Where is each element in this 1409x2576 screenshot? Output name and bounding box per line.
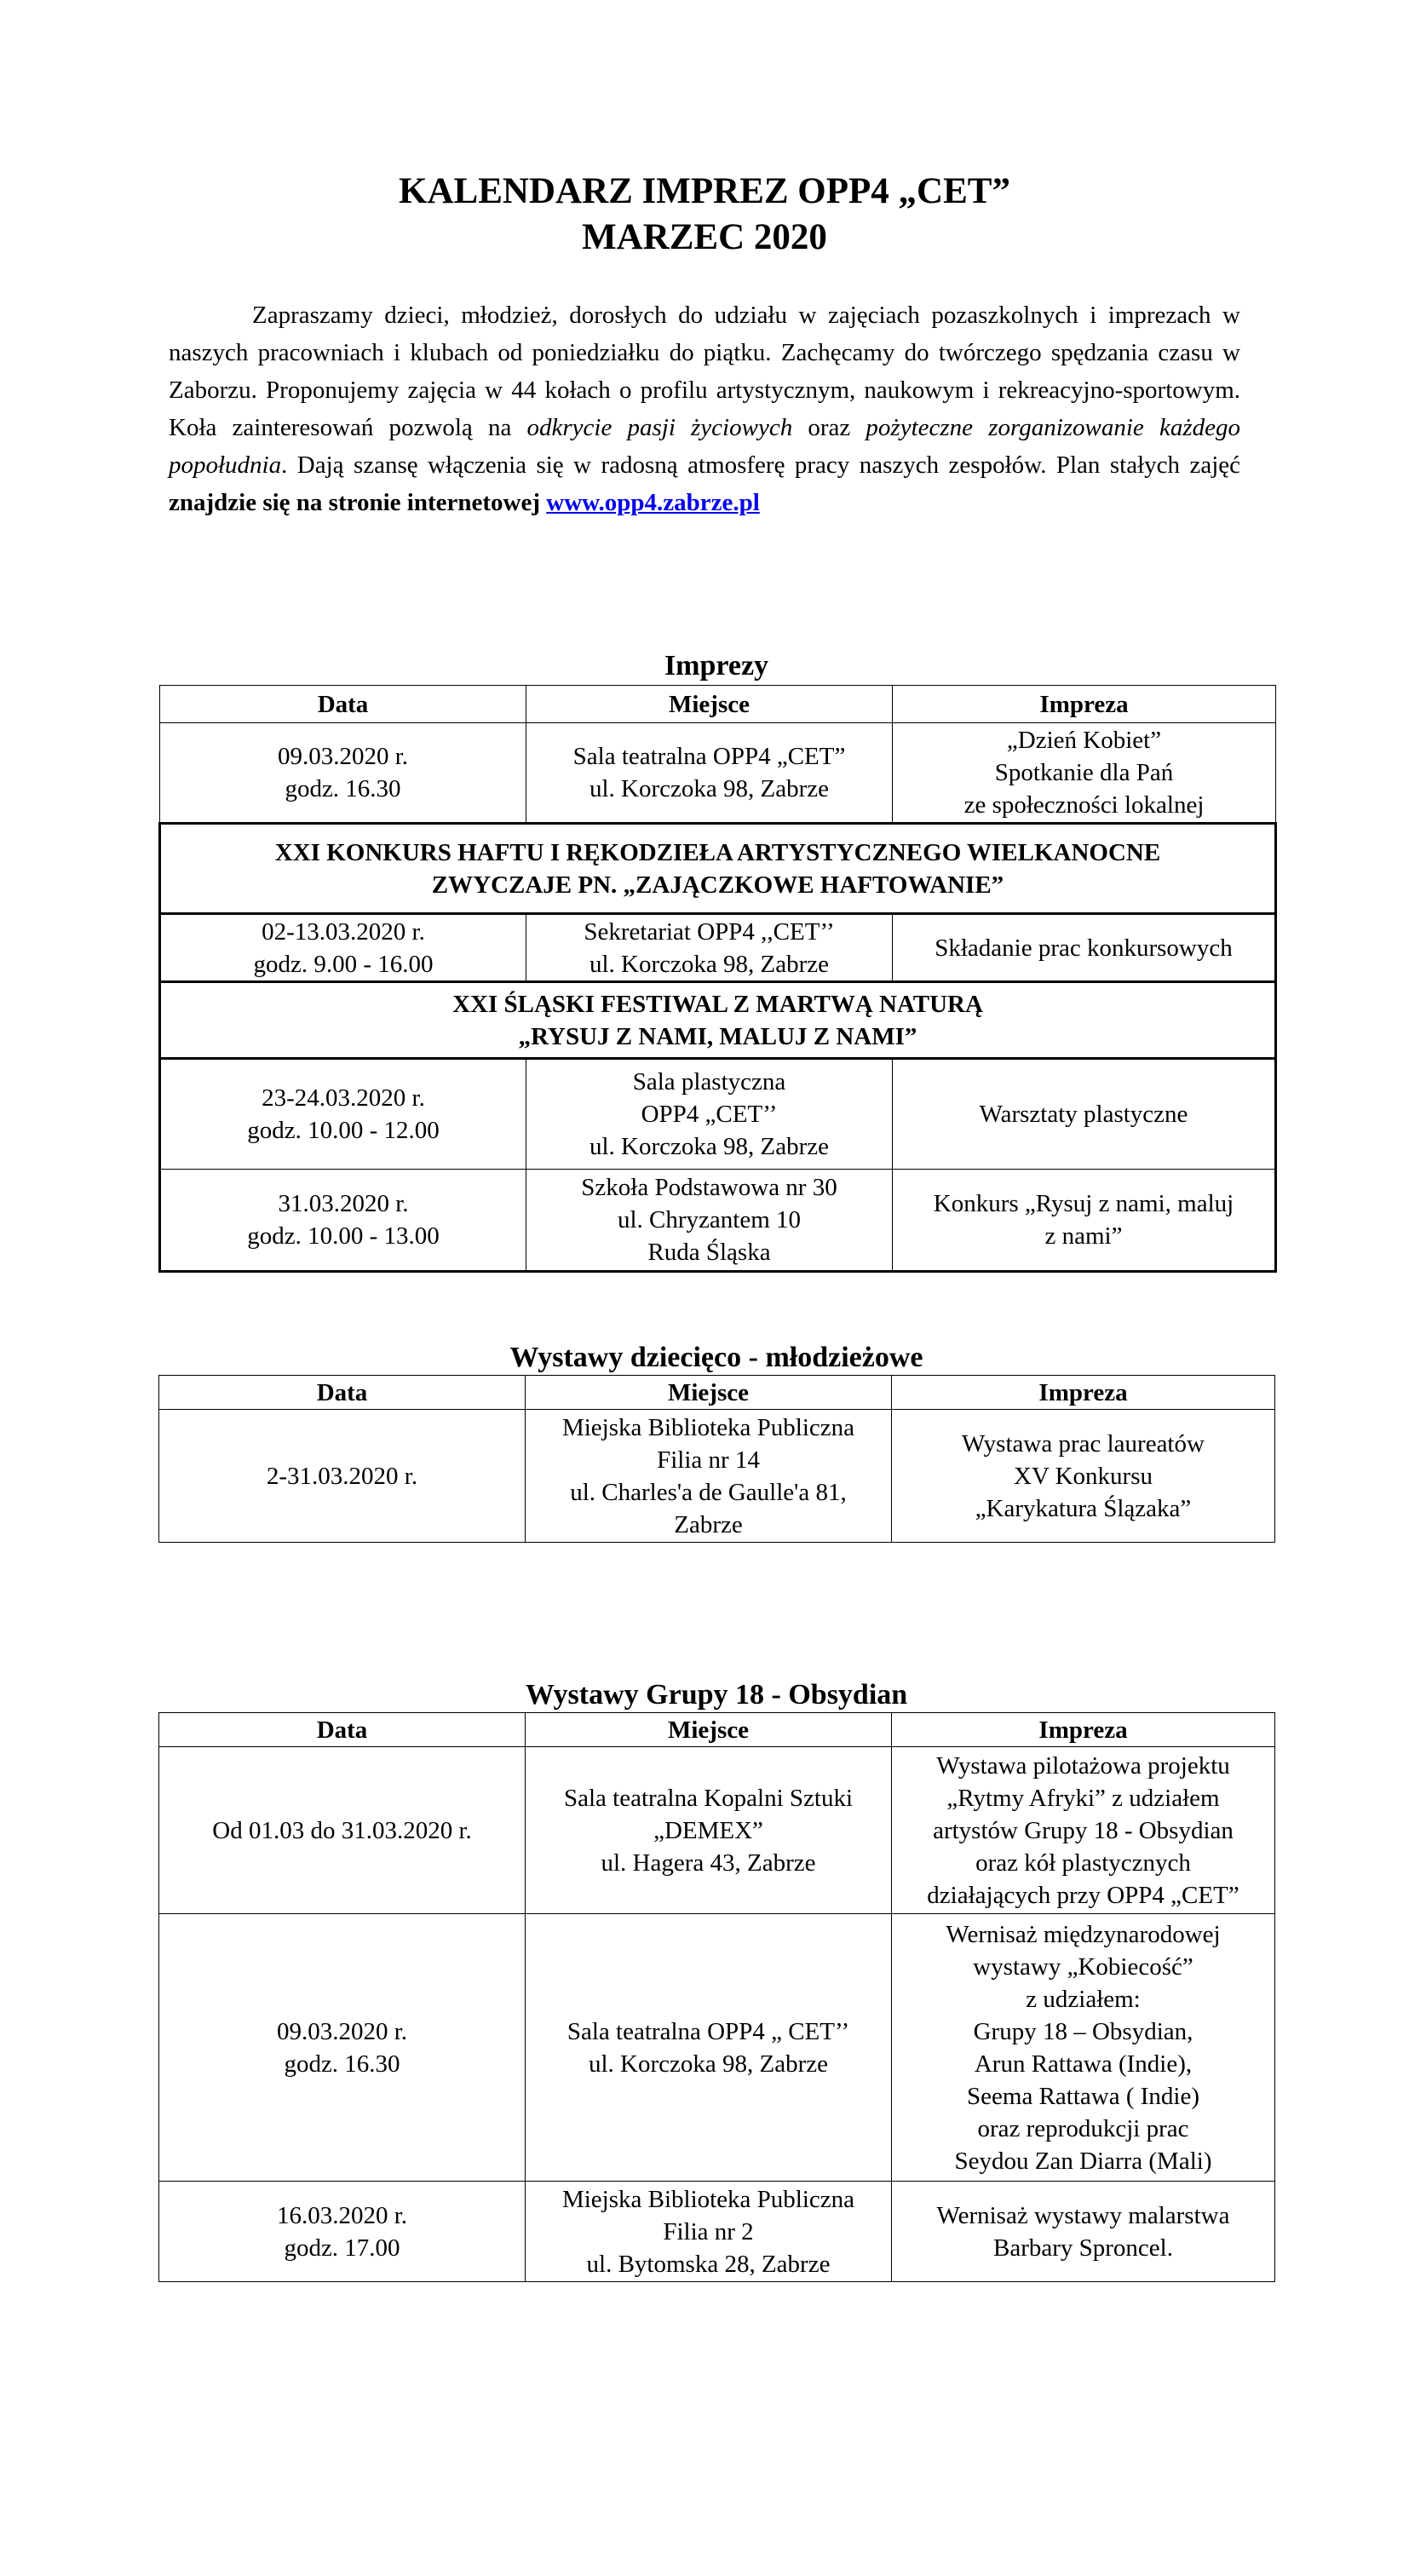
cell-line: Barbary Sproncel. [993,2234,1173,2262]
cell-date [159,1747,526,1914]
cell-line: Miejska Biblioteka Publiczna [561,1413,855,1441]
table-row [160,1170,1276,1272]
cell-line: 23-24.03.2020 r. [262,1084,425,1112]
cell-line: 2-31.03.2020 r. [266,1462,418,1490]
cell-place [526,914,893,982]
cell-event [892,1747,1275,1914]
cell-line: ul. Korczoka 98, Zabrze [589,950,829,978]
cell-line: ze społeczności lokalnej [963,791,1205,819]
intro-paragraph [169,296,1240,521]
cell-line: Składanie prac konkursowych [935,934,1233,962]
cell-line: Szkoła Podstawowa nr 30 [581,1174,837,1201]
cell-line: Wernisaż wystawy malarstwa [936,2201,1230,2229]
header-place: Miejsce [526,1713,892,1747]
cell-line: ul. Korczoka 98, Zabrze [589,1133,829,1160]
header-date: Data [160,686,526,723]
cell-event [893,914,1276,982]
cell-line: Warsztaty plastyczne [979,1101,1188,1128]
cell-line: wystawy „Kobiecość” [973,1952,1193,1981]
section-heading-festiwal [160,982,1276,1059]
section-heading-konkurs-haftu [160,824,1276,914]
cell-date [159,1410,526,1543]
cell-line: 02-13.03.2020 r. [262,917,425,946]
cell-line: Seydou Zan Diarra (Mali) [954,2147,1212,2175]
cell-line: ul. Charles'a de Gaulle'a 81, [570,1478,847,1506]
cell-date [160,1059,526,1170]
cell-line: 09.03.2020 r. [276,2017,408,2045]
cell-date [159,2182,526,2282]
section-heading-row [160,824,1276,914]
intro-bold: znajdzie się na stronie internetowej [169,489,540,516]
cell-line: oraz kół plastycznych [975,1849,1191,1877]
table-row [160,723,1276,824]
header-event: Impreza [893,686,1276,723]
cell-line: Wernisaż międzynarodowej [946,1920,1221,1948]
cell-line: Sekretariat OPP4 ,,CET’’ [584,917,835,946]
cell-line: XXI ŚLĄSKI FESTIWAL Z MARTWĄ NATURĄ [452,990,983,1018]
cell-line: „Karykatura Ślązaka” [975,1494,1192,1522]
cell-line: Wystawa prac laureatów [962,1429,1205,1458]
cell-line: ul. Bytomska 28, Zabrze [586,2250,831,2278]
header-date: Data [159,1376,526,1410]
intro-text-3: . Dają szansę włączenia się w radosną atmosferę pracy naszych zespołów. Plan stałych zajęć [281,451,1240,479]
section-title-imprezy: Imprezy [664,650,769,681]
cell-line: Arun Rattawa (Indie), [974,2050,1193,2078]
header-event: Impreza [892,1713,1275,1747]
cell-line: XXI KONKURS HAFTU I RĘKODZIEŁA ARTYSTYCZNEGO WIELKANOCNE [274,838,1161,866]
cell-line: z udziałem: [1026,1985,1141,2013]
cell-line: Seema Rattawa ( Indie) [967,2082,1199,2110]
cell-event [892,1914,1275,2182]
table-imprezy [158,685,1277,1273]
cell-line: ul. Hagera 43, Zabrze [601,1849,816,1877]
cell-line: ul. Korczoka 98, Zabrze [589,775,829,802]
table-header-row [159,1376,1275,1410]
cell-line: Sala teatralna OPP4 „CET” [572,743,846,770]
website-link[interactable]: www.opp4.zabrze.pl [546,489,760,516]
cell-line: godz. 10.00 - 12.00 [247,1117,440,1144]
table-row [159,1410,1275,1543]
cell-date [160,914,526,982]
cell-line: Sala plastyczna [632,1068,786,1095]
cell-line: Wystawa pilotażowa projektu [936,1751,1230,1780]
cell-place [526,1410,892,1543]
cell-line: Spotkanie dla Pań [994,759,1174,786]
cell-line: Ruda Śląska [647,1239,771,1266]
cell-line: „DEMEX” [653,1816,763,1844]
section-heading-row [160,982,1276,1059]
cell-date [160,1170,526,1272]
cell-line: 31.03.2020 r. [278,1190,409,1217]
cell-line: ul. Korczoka 98, Zabrze [588,2050,828,2078]
table-row [160,1059,1276,1170]
cell-line: Sala teatralna Kopalni Sztuki [563,1784,854,1812]
page-title: KALENDARZ IMPREZ OPP4 „CET” [399,171,1010,211]
table-row [159,1747,1275,1914]
cell-line: Miejska Biblioteka Publiczna [561,2185,855,2213]
cell-line: Konkurs „Rysuj z nami, maluj [933,1190,1234,1217]
cell-line: 09.03.2020 r. [277,743,409,770]
cell-line: „Rytmy Afryki” z udziałem [946,1784,1220,1812]
header-place: Miejsce [526,1376,892,1410]
cell-event [893,1059,1276,1170]
header-place: Miejsce [526,686,893,723]
cell-line: Zabrze [674,1510,743,1538]
header-event: Impreza [892,1376,1275,1410]
table-row [160,914,1276,982]
cell-place [526,2182,892,2282]
cell-line: XV Konkursu [1014,1462,1153,1490]
cell-line: ul. Chryzantem 10 [617,1206,802,1233]
cell-event [892,2182,1275,2282]
cell-line: Od 01.03 do 31.03.2020 r. [212,1816,472,1844]
intro-italic-1: odkrycie pasji życiowych [526,414,793,441]
cell-event [893,723,1276,824]
section-title-wystawy-g18: Wystawy Grupy 18 - Obsydian [525,1679,908,1711]
cell-event [892,1410,1275,1543]
cell-line: godz. 9.00 - 16.00 [253,950,434,978]
cell-place [526,723,893,824]
header-date: Data [159,1713,526,1747]
cell-date [160,723,526,824]
cell-line: „RYSUJ Z NAMI, MALUJ Z NAMI” [518,1022,917,1050]
table-row [159,1914,1275,2182]
intro-italic-2: pożyteczne zorganizowanie każdego popołudnia [169,414,1240,479]
cell-line: godz. 16.30 [285,775,401,802]
cell-line: OPP4 „CET’’ [641,1101,778,1128]
cell-line: Grupy 18 – Obsydian, [973,2017,1193,2045]
cell-line: artystów Grupy 18 - Obsydian [933,1816,1234,1844]
cell-place [526,1059,893,1170]
cell-place [526,1914,892,2182]
cell-line: działających przy OPP4 „CET” [927,1881,1239,1909]
cell-place [526,1170,893,1272]
cell-place [526,1747,892,1914]
table-header-row [160,686,1276,723]
cell-event [893,1170,1276,1272]
table-wystawy-dm [158,1375,1275,1543]
cell-line: Filia nr 14 [657,1446,760,1474]
cell-line: Filia nr 2 [663,2217,754,2245]
section-title-wystawy-dm: Wystawy dziecięco - młodzieżowe [509,1342,923,1373]
cell-line: ZWYCZAJE PN. „ZAJĄCZKOWE HAFTOWANIE” [431,871,1004,899]
cell-line: godz. 17.00 [284,2234,400,2262]
cell-line: oraz reprodukcji prac [977,2114,1189,2142]
cell-line: Sala teatralna OPP4 „ CET’’ [566,2017,850,2045]
table-wystawy-g18 [158,1712,1275,2282]
cell-line: godz. 10.00 - 13.00 [247,1222,440,1250]
intro-text-1: Zapraszamy dzieci, młodzież, dorosłych do udziału w zajęciach pozaszkolnych i imprezach w naszych pracowniach i klubach od poniedziałku do piątku. Zachęcamy do twórczego spędzania czasu w Zaborzu. Proponujemy zajęcia w 44 kołach o profilu artystycznym, naukowym i rekreacyjno-sportowym. Koła zainteresowań pozwolą na [169,302,1240,441]
table-row [159,2182,1275,2282]
cell-line: 16.03.2020 r. [276,2201,408,2229]
cell-line: „Dzień Kobiet” [1006,727,1162,754]
intro-text-2: oraz [792,414,866,441]
page-subtitle: MARZEC 2020 [582,217,827,257]
table-header-row [159,1713,1275,1747]
cell-line: godz. 16.30 [284,2050,400,2078]
cell-date [159,1914,526,2182]
cell-line: z nami” [1044,1222,1123,1250]
